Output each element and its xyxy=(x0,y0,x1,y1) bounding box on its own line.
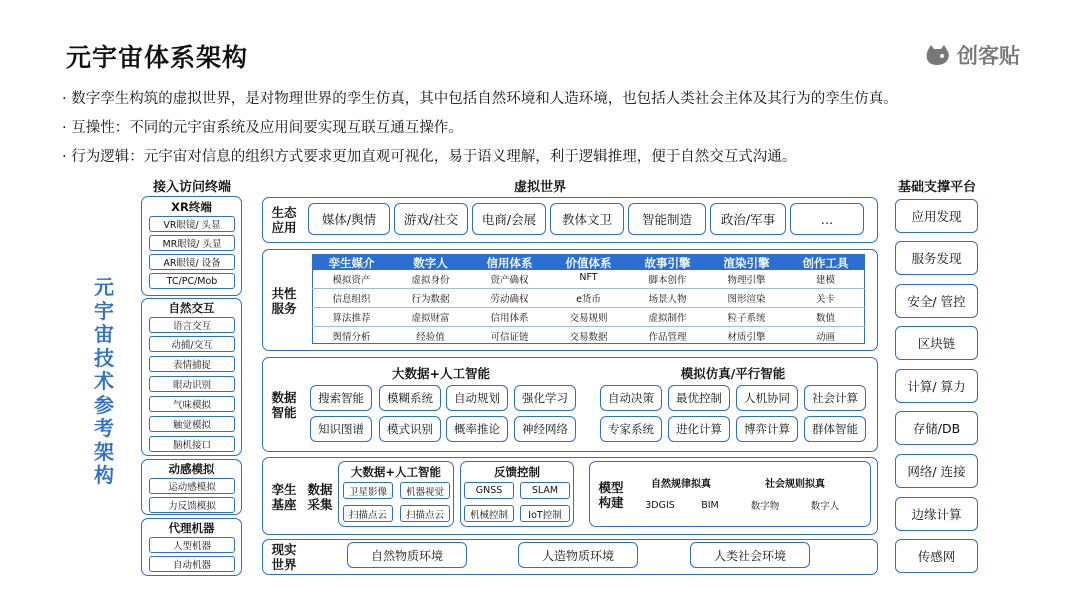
di-right-item: 社会计算 xyxy=(804,385,866,411)
di-right-item: 人机协同 xyxy=(736,385,798,411)
header-virtual: 虚拟世界 xyxy=(513,180,566,195)
table-cell: 舆情分析 xyxy=(332,332,371,343)
real-item: 人类社会环境 xyxy=(690,542,810,568)
nat-item: 语言交互 xyxy=(149,317,235,333)
agent-item: 自动机器 xyxy=(149,556,235,572)
model-item: 数字人 xyxy=(810,501,840,512)
real-label: 现实世界 xyxy=(271,542,297,572)
g1-title: 大数据+人工智能 xyxy=(350,465,442,479)
logo-text: 创客贴 xyxy=(957,44,1020,68)
eco-item: 媒体/舆情 xyxy=(308,203,390,235)
collect-item: GNSS xyxy=(464,482,514,499)
di-left-item: 强化学习 xyxy=(514,385,576,411)
eco-item: … xyxy=(790,203,864,235)
model-item: BIM xyxy=(701,500,719,511)
di-right-item: 博弈计算 xyxy=(736,416,798,442)
di-right-item: 专家系统 xyxy=(600,416,662,442)
table-cell: 场景人物 xyxy=(648,294,687,305)
di-right-item: 群体智能 xyxy=(804,416,866,442)
table-cell: 模拟资产 xyxy=(332,275,371,286)
nat-item: 眼动识别 xyxy=(149,376,235,392)
vertical-label: 元宇宙技术参考架构 xyxy=(94,275,114,487)
collect-item: 机械控制 xyxy=(464,505,514,522)
platform-item: 计算/ 算力 xyxy=(895,369,978,403)
xr-item: TC/PC/Mob xyxy=(149,273,235,289)
platform-item: 安全/ 管控 xyxy=(895,284,978,318)
row-divider xyxy=(312,307,865,308)
eco-label: 生态应用 xyxy=(271,205,297,235)
collect-item: SLAM xyxy=(520,482,570,499)
di-left-item: 自动规划 xyxy=(446,385,508,411)
xr-item: MR眼镜/ 头显 xyxy=(149,235,235,251)
model-label: 模型构建 xyxy=(598,480,624,510)
real-item: 人造物质环境 xyxy=(518,542,638,568)
nat-item: 表情捕捉 xyxy=(149,356,235,372)
model-build-group xyxy=(589,461,871,527)
platform-item: 存储/DB xyxy=(895,411,978,445)
platform-item: 网络/ 连接 xyxy=(895,454,978,488)
table-cell: 建模 xyxy=(815,275,835,286)
eco-item: 政治/军事 xyxy=(710,203,786,235)
table-header-cell: 故事引擎 xyxy=(644,256,691,270)
xr-item: AR眼镜/ 设备 xyxy=(149,254,235,270)
di-left-item: 搜索智能 xyxy=(310,385,372,411)
table-cell: 交易数据 xyxy=(569,332,608,343)
twin-label: 孪生基座 xyxy=(271,482,297,512)
table-header-cell: 数字人 xyxy=(413,256,448,270)
xr-item: VR眼镜/ 头显 xyxy=(149,216,235,232)
table-cell: 虚拟身份 xyxy=(411,275,450,286)
eco-item: 智能制造 xyxy=(628,203,706,235)
header-platform: 基础支撑平台 xyxy=(897,180,976,195)
table-cell: 虚拟财富 xyxy=(411,313,450,324)
table-cell: 经验值 xyxy=(416,332,445,343)
table-cell: 关卡 xyxy=(815,294,835,305)
bullet-2: · 互操性：不同的元宇宙系统及应用间要实现互联互通互操作。 xyxy=(62,120,463,136)
xr-title: XR终端 xyxy=(171,200,212,214)
table-cell: 物理引擎 xyxy=(727,275,766,286)
bullet-3: · 行为逻辑：元宇宙对信息的组织方式要求更加直观可视化，易于语义理解，利于逻辑推理，便于自然交互式沟通。 xyxy=(62,149,797,165)
sense-item: 运动感模拟 xyxy=(149,478,235,494)
table-cell: 作品管理 xyxy=(648,332,687,343)
di-left-item: 知识图谱 xyxy=(310,416,372,442)
table-cell: 算法推荐 xyxy=(332,313,371,324)
row-divider xyxy=(312,326,865,327)
table-header-cell: 价值体系 xyxy=(565,256,612,270)
table-cell: 劳动确权 xyxy=(490,294,529,305)
table-cell: 虚拟制作 xyxy=(648,313,687,324)
di-left-item: 模式识别 xyxy=(379,416,441,442)
table-cell: 交易规则 xyxy=(569,313,608,324)
di-right-item: 进化计算 xyxy=(668,416,730,442)
table-header-cell: 创作工具 xyxy=(802,256,849,270)
di-left-item: 模糊系统 xyxy=(379,385,441,411)
nat-item: 脑机接口 xyxy=(149,436,235,452)
platform-item: 传感网 xyxy=(895,539,978,573)
di-right-title: 模拟仿真/平行智能 xyxy=(680,366,786,381)
header-access: 接入访问终端 xyxy=(152,180,231,195)
table-cell: 信用体系 xyxy=(490,313,529,324)
model-item: 3DGIS xyxy=(645,500,675,511)
table-cell: 材质引擎 xyxy=(727,332,766,343)
bullet-1: · 数字孪生构筑的虚拟世界，是对物理世界的孪生仿真，其中包括自然环境和人造环境，也包括人类社会主体及其行为的孪生仿真。 xyxy=(62,91,898,107)
sense-title: 动感模拟 xyxy=(168,462,215,476)
collect-item: 卫星影像 xyxy=(343,482,393,499)
cat-logo-icon xyxy=(925,44,951,66)
platform-item: 应用发现 xyxy=(895,199,978,233)
nat-item: 动捕/交互 xyxy=(149,336,235,352)
eco-item: 电商/会展 xyxy=(472,203,546,235)
platform-item: 区块链 xyxy=(895,326,978,360)
real-item: 自然物质环境 xyxy=(347,542,467,568)
agent-title: 代理机器 xyxy=(168,521,215,535)
collect-item: 扫描点云 xyxy=(343,505,393,522)
page-title: 元宇宙体系架构 xyxy=(66,43,249,72)
nat-item: 触觉模拟 xyxy=(149,416,235,432)
table-cell: 动画 xyxy=(815,332,835,343)
nat-law-title: 自然规律拟真 xyxy=(651,479,711,490)
di-right-item: 最优控制 xyxy=(668,385,730,411)
table-header-cell: 渲染引擎 xyxy=(723,256,770,270)
di-left-title: 大数据+人工智能 xyxy=(392,366,490,381)
g2-title: 反馈控制 xyxy=(494,465,540,479)
platform-item: 边缘计算 xyxy=(895,497,978,531)
di-left-item: 概率推论 xyxy=(446,416,508,442)
common-label: 共性服务 xyxy=(271,286,297,316)
table-cell: 资产确权 xyxy=(490,275,529,286)
nat-item: 气味模拟 xyxy=(149,396,235,412)
eco-item: 教体文卫 xyxy=(550,203,624,235)
platform-item: 服务发现 xyxy=(895,241,978,275)
brand-logo xyxy=(925,40,1020,70)
collect-item: 机器视觉 xyxy=(400,482,450,499)
eco-item: 游戏/社交 xyxy=(394,203,468,235)
table-cell: 可信证链 xyxy=(490,332,529,343)
table-cell: 数值 xyxy=(815,313,835,324)
sense-item: 力反馈模拟 xyxy=(149,497,235,513)
nat-title: 自然交互 xyxy=(168,301,215,315)
table-cell: e货币 xyxy=(576,294,601,305)
table-header-cell: 信用体系 xyxy=(486,256,533,270)
model-item: 数字物 xyxy=(750,501,780,512)
table-cell: 粒子系统 xyxy=(727,313,766,324)
soc-rule-title: 社会规则拟真 xyxy=(765,479,825,490)
table-cell: 行为数据 xyxy=(411,294,450,305)
row-divider xyxy=(312,288,865,289)
agent-item: 人型机器 xyxy=(149,537,235,553)
table-header-cell: 孪生媒介 xyxy=(328,256,375,270)
collect-item: 扫描点云 xyxy=(400,505,450,522)
di-left-item: 神经网络 xyxy=(514,416,576,442)
collect-item: IoT控制 xyxy=(520,505,570,522)
collect-label: 数据采集 xyxy=(307,482,333,512)
table-cell: 脚本创作 xyxy=(648,275,687,286)
di-right-item: 自动决策 xyxy=(600,385,662,411)
table-cell: 图形渲染 xyxy=(727,294,766,305)
di-label: 数据智能 xyxy=(271,390,297,420)
table-cell: NFT xyxy=(579,272,598,283)
table-cell: 信息组织 xyxy=(332,294,371,305)
